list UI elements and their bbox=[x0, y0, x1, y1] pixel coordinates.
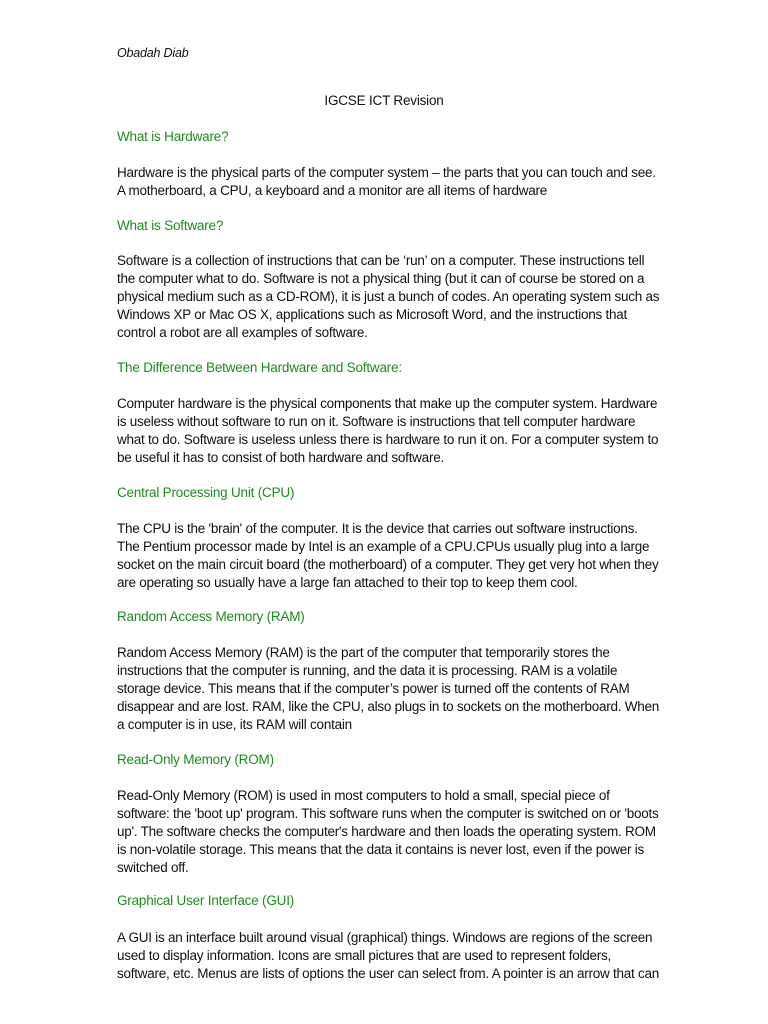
paragraph-line: A motherboard, a CPU, a keyboard and a monitor are all items of hardware bbox=[117, 183, 547, 198]
author-name: Obadah Diab bbox=[117, 46, 189, 60]
paragraph-line: A GUI is an interface built around visual (graphical) things. Windows are regions of the screen bbox=[117, 930, 653, 945]
paragraph-line: up'. The software checks the computer's hardware and then loads the operating system. ROM bbox=[117, 824, 656, 839]
paragraph-line: Hardware is the physical parts of the computer system – the parts that you can touch and see. bbox=[117, 165, 656, 180]
paragraph-line: Read-Only Memory (ROM) is used in most computers to hold a small, special piece of bbox=[117, 788, 610, 803]
paragraph-line: instructions that the computer is running, and the data it is processing. RAM is a volatile bbox=[117, 663, 618, 678]
paragraph-line: is useless without software to run on it. Software is instructions that tell computer hardware bbox=[117, 414, 636, 429]
section-heading-cpu: Central Processing Unit (CPU) bbox=[117, 485, 295, 500]
paragraph-line: disappear and are lost. RAM, like the CPU, also plugs in to sockets on the motherboard. When bbox=[117, 699, 660, 714]
paragraph-line: are operating so usually have a large fan attached to their top to keep them cool. bbox=[117, 575, 578, 590]
paragraph-line: used to display information. Icons are small pictures that are used to represent folders, bbox=[117, 948, 612, 963]
paragraph-line: Random Access Memory (RAM) is the part of the computer that temporarily stores the bbox=[117, 645, 610, 660]
section-heading-difference: The Difference Between Hardware and Software: bbox=[117, 360, 402, 375]
section-heading-ram: Random Access Memory (RAM) bbox=[117, 609, 305, 624]
paragraph-line: storage device. This means that if the computer’s power is turned off the contents of RAM bbox=[117, 681, 630, 696]
section-body-difference bbox=[117, 395, 662, 467]
paragraph-line: physical medium such as a CD-ROM), it is just a bunch of codes. An operating system such as bbox=[117, 289, 660, 304]
paragraph-line: The Pentium processor made by Intel is an example of a CPU.CPUs usually plug into a large bbox=[117, 539, 650, 554]
section-body-hardware bbox=[117, 164, 662, 200]
section-body-ram bbox=[117, 644, 662, 734]
paragraph-line: software: the 'boot up' program. This software runs when the computer is switched on or 'boots bbox=[117, 806, 659, 821]
paragraph-line: software, etc. Menus are lists of options the user can select from. A pointer is an arrow that can bbox=[117, 966, 660, 981]
paragraph-line: Software is a collection of instructions that can be ‘run’ on a computer. These instructions tell bbox=[117, 253, 645, 268]
section-heading-hardware: What is Hardware? bbox=[117, 129, 229, 144]
paragraph-line: The CPU is the 'brain' of the computer. It is the device that carries out software instructions. bbox=[117, 521, 638, 536]
section-body-rom bbox=[117, 787, 662, 877]
paragraph-line: socket on the main circuit board (the motherboard) of a computer. They get very hot when they bbox=[117, 557, 659, 572]
paragraph-line: what to do. Software is useless unless there is hardware to run it on. For a computer system to bbox=[117, 432, 659, 447]
section-body-cpu bbox=[117, 520, 662, 592]
section-body-gui bbox=[117, 929, 662, 983]
document-title: IGCSE ICT Revision bbox=[324, 93, 444, 108]
paragraph-line: Windows XP or Mac OS X, applications such as Microsoft Word, and the instructions that bbox=[117, 307, 627, 322]
section-heading-gui: Graphical User Interface (GUI) bbox=[117, 893, 295, 908]
section-heading-rom: Read-Only Memory (ROM) bbox=[117, 752, 274, 767]
section-body-software bbox=[117, 252, 662, 342]
paragraph-line: the computer what to do. Software is not a physical thing (but it can of course be stored on a bbox=[117, 271, 645, 286]
paragraph-line: switched off. bbox=[117, 860, 189, 875]
paragraph-line: be useful it has to consist of both hardware and software. bbox=[117, 450, 444, 465]
paragraph-line: is non-volatile storage. This means that the data it contains is never lost, even if the power is bbox=[117, 842, 645, 857]
paragraph-line: a computer is in use, its RAM will contain bbox=[117, 717, 352, 732]
section-heading-software: What is Software? bbox=[117, 218, 224, 233]
paragraph-line: Computer hardware is the physical components that make up the computer system. Hardware bbox=[117, 396, 658, 411]
paragraph-line: control a robot are all examples of software. bbox=[117, 325, 368, 340]
